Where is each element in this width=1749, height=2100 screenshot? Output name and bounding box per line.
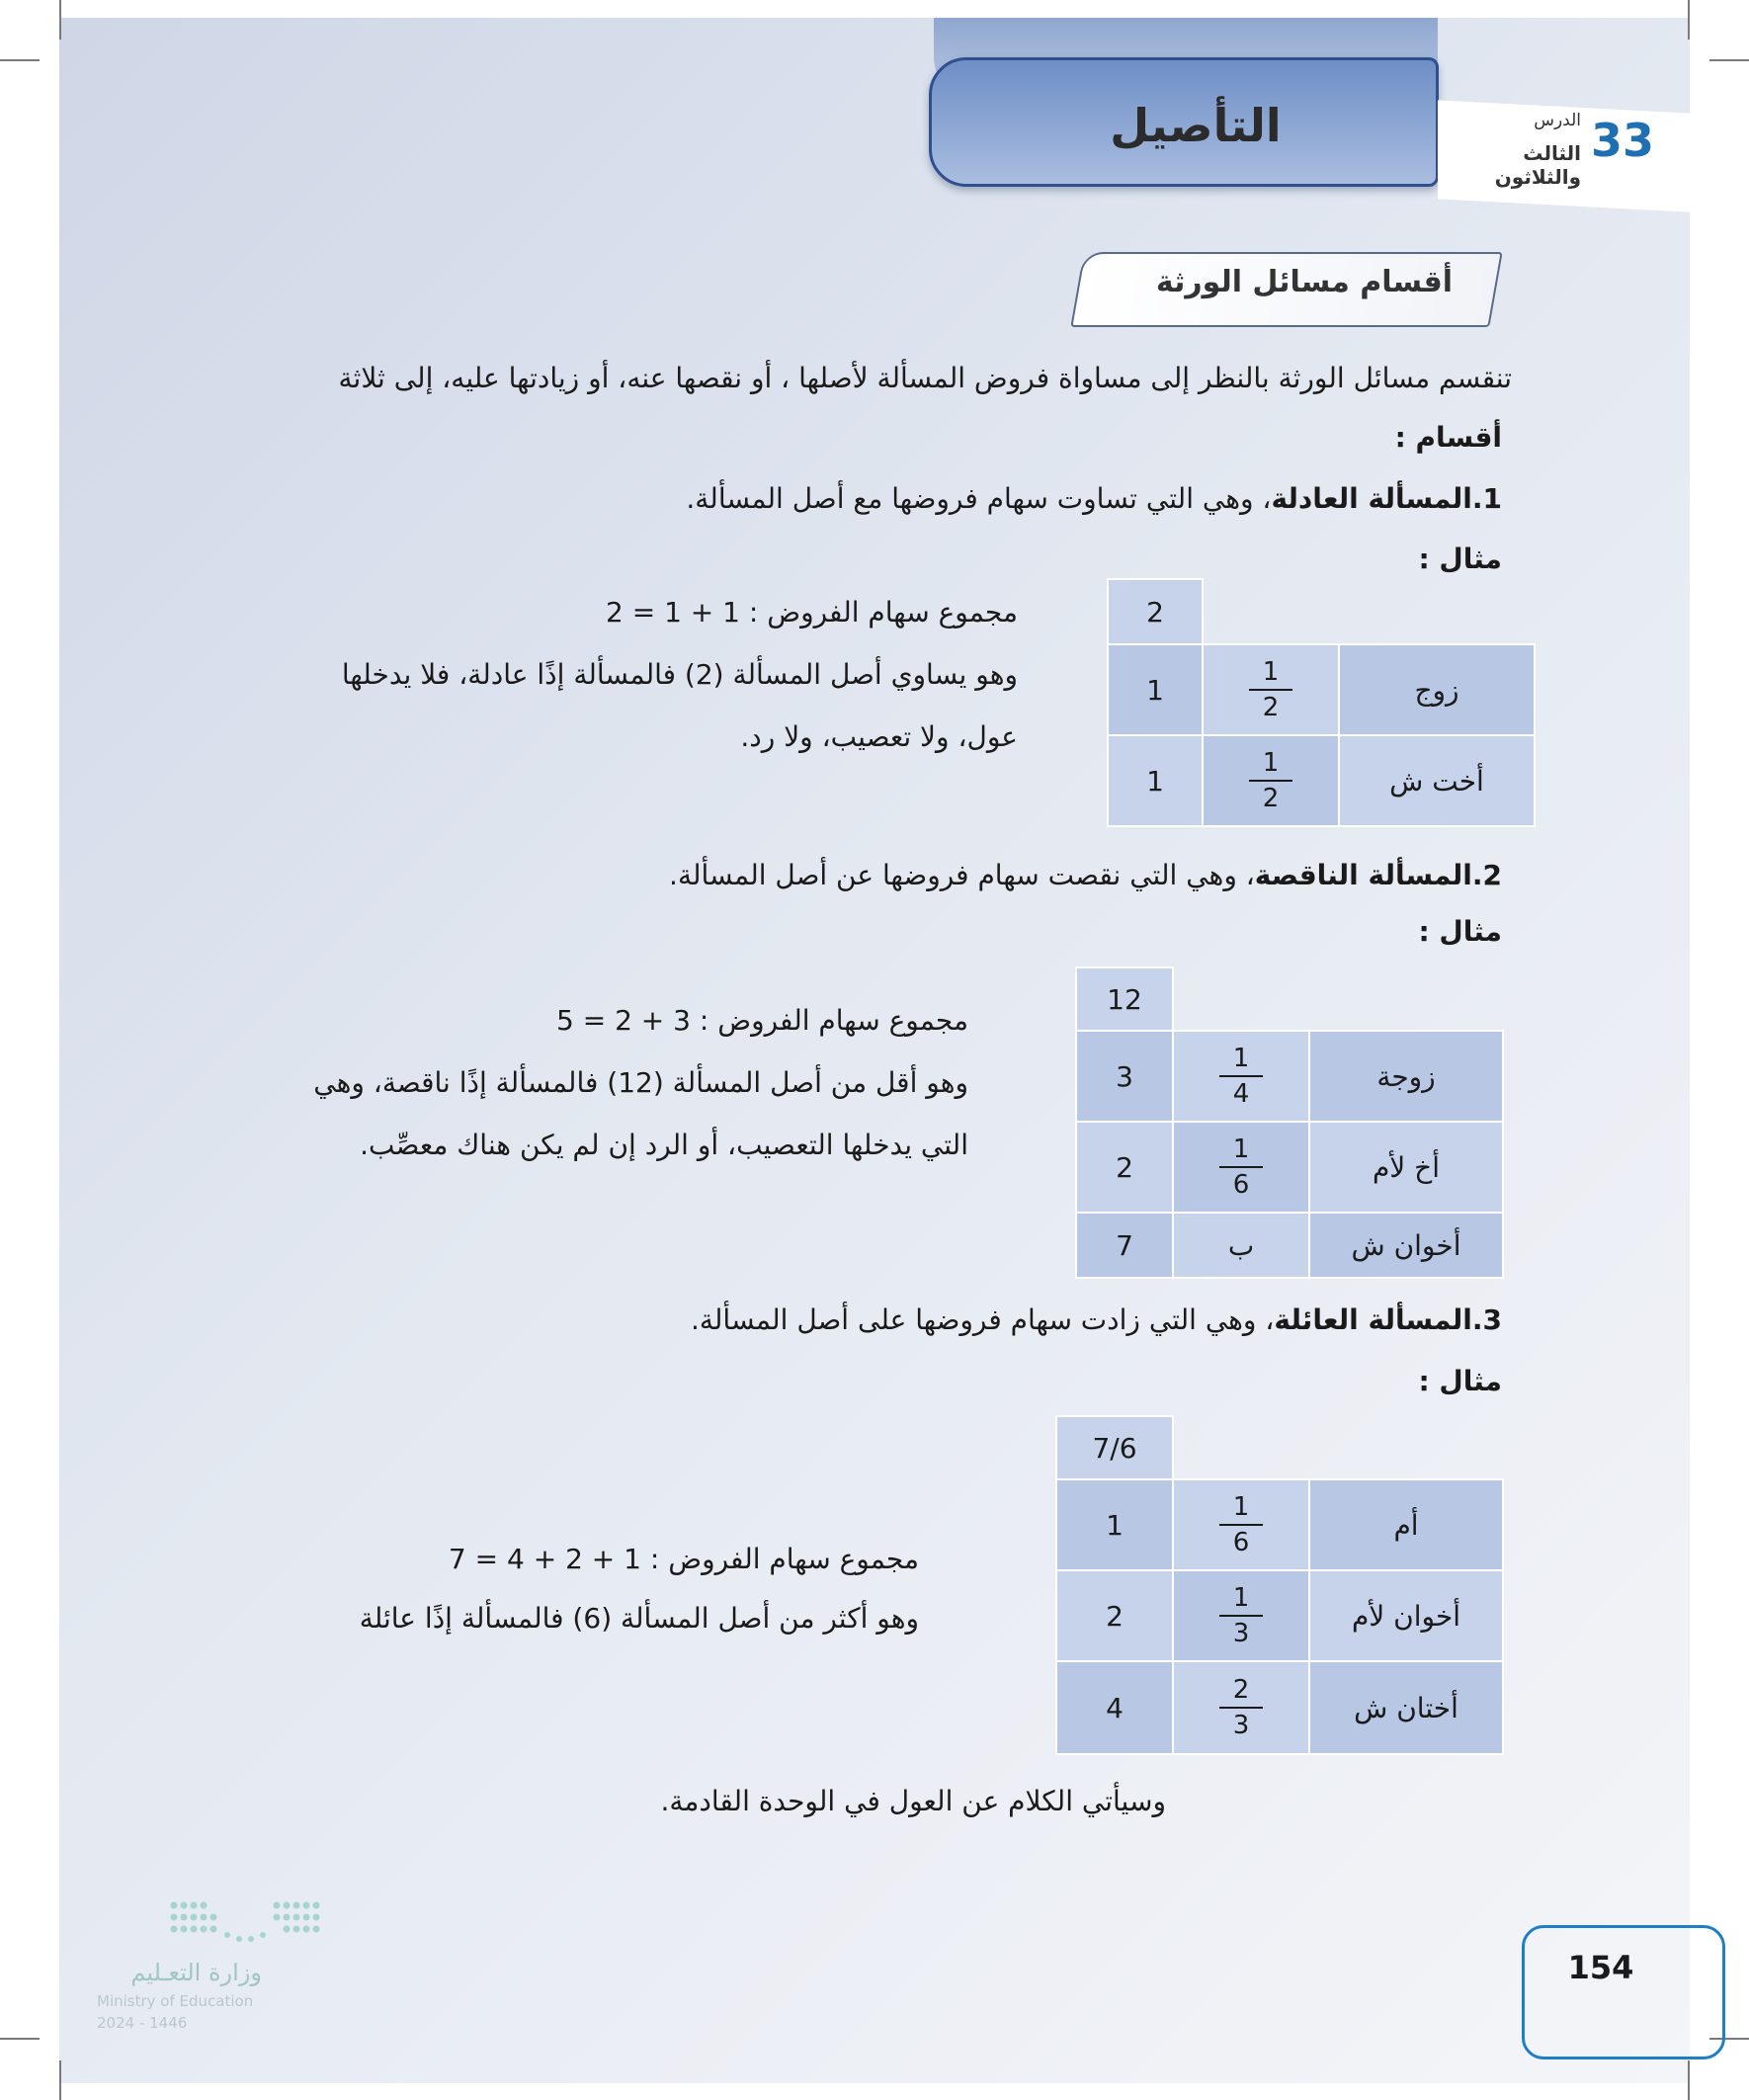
- fraction-denominator: 2: [1262, 693, 1280, 722]
- ministry-name-ar: وزارة التعـليم: [130, 1959, 262, 1986]
- crop-mark: [59, 0, 61, 40]
- section-3-explanation-1: مجموع سهام الفروض : 1 + 2 + 4 = 7: [448, 1543, 919, 1575]
- section-3-example-label: مثال :: [1418, 1365, 1502, 1397]
- section-1-explanation-2: وهو يساوي أصل المسألة (2) فالمسألة إذًا عادلة، فلا يدخلها: [341, 658, 1018, 691]
- fraction-numerator: 1: [1232, 1492, 1250, 1522]
- fraction-numerator: 2: [1232, 1675, 1250, 1705]
- share-cell: 4: [1055, 1660, 1174, 1755]
- section-3-name: المسألة العائلة: [1274, 1303, 1472, 1336]
- section-2-explanation-2: وهو أقل من أصل المسألة (12) فالمسألة إذًا ناقصة، وهي: [313, 1066, 968, 1099]
- section-2-name: المسألة الناقصة: [1254, 859, 1472, 891]
- section-3-definition: ، وهي التي زادت سهام فروضها على أصل المسألة.: [690, 1303, 1275, 1336]
- page-number-box: [1522, 1925, 1725, 2059]
- fraction-numerator: 1: [1232, 1583, 1250, 1613]
- section-1-explanation-1: مجموع سهام الفروض : 1 + 1 = 2: [605, 596, 1018, 629]
- section-1-heading: [593, 471, 1502, 527]
- share-cell: 1: [1107, 643, 1204, 736]
- section-3-explanation-2: وهو أكثر من أصل المسألة (6) فالمسألة إذًا عائلة: [359, 1602, 919, 1635]
- crop-mark: [1688, 2060, 1690, 2100]
- fraction-cell: [1172, 1121, 1310, 1214]
- lesson-ordinal: الثالث والثلاثون: [1494, 141, 1581, 189]
- fraction-cell: [1202, 643, 1340, 736]
- fraction-numerator: 1: [1262, 657, 1280, 687]
- heir-cell: أختان ش: [1308, 1660, 1504, 1755]
- heir-cell: أخوان ش: [1308, 1212, 1504, 1279]
- share-cell: 1: [1055, 1478, 1174, 1571]
- page-number: 154: [1567, 1949, 1634, 1986]
- ministry-logo-icon: [168, 1897, 326, 1949]
- fraction-numerator: 1: [1232, 1044, 1250, 1073]
- heir-cell: أم: [1308, 1478, 1504, 1571]
- fraction-denominator: 3: [1232, 1619, 1250, 1648]
- fraction-cell: [1172, 1569, 1310, 1662]
- base-cell: 2: [1107, 578, 1204, 645]
- lesson-label: الدرس: [1534, 111, 1581, 130]
- fraction-denominator: 4: [1232, 1079, 1250, 1109]
- fraction-numerator: 1: [1232, 1134, 1250, 1164]
- fraction-denominator: 6: [1232, 1170, 1250, 1200]
- section-1-example-label: مثال :: [1418, 543, 1502, 575]
- page-title: التأصيل: [1110, 99, 1282, 152]
- section-2-number: 2.: [1471, 859, 1502, 891]
- fraction-cell: ب: [1172, 1212, 1310, 1279]
- heir-cell: زوجة: [1308, 1030, 1504, 1123]
- fraction-numerator: 1: [1262, 748, 1280, 778]
- crop-mark: [0, 2038, 40, 2040]
- heir-cell: أخت ش: [1338, 734, 1536, 827]
- heir-cell: أخ لأم: [1308, 1121, 1504, 1214]
- section-2-explanation-3: التي يدخلها التعصيب، أو الرد إن لم يكن هناك معصِّب.: [360, 1129, 968, 1161]
- share-cell: 2: [1055, 1569, 1174, 1662]
- section-2-explanation-1: مجموع سهام الفروض : 3 + 2 = 5: [555, 1004, 968, 1037]
- share-cell: 3: [1075, 1030, 1174, 1123]
- fraction-cell: [1172, 1478, 1310, 1571]
- intro-line-1: تنقسم مسائل الورثة بالنظر إلى مساواة فروض المسألة لأصلها ، أو نقصها عنه، أو زيادتها عليه، إلى ثلاثة: [338, 362, 1512, 394]
- ministry-name-en: Ministry of Education: [97, 1992, 254, 2010]
- section-1-name: المسألة العادلة: [1271, 482, 1472, 515]
- heir-cell: زوج: [1338, 643, 1536, 736]
- fraction-cell: [1172, 1660, 1310, 1755]
- lesson-number: 33: [1591, 114, 1655, 167]
- fraction-denominator: 3: [1232, 1711, 1250, 1740]
- section-2-heading: [593, 848, 1502, 903]
- share-cell: 1: [1107, 734, 1204, 827]
- section-1-number: 1.: [1471, 482, 1502, 515]
- fraction-denominator: 6: [1232, 1528, 1250, 1557]
- section-2-example-label: مثال :: [1418, 915, 1502, 948]
- fraction-denominator: 2: [1262, 784, 1280, 813]
- closing-note: وسيأتي الكلام عن العول في الوحدة القادمة.: [660, 1785, 1166, 1817]
- crop-mark: [0, 59, 40, 61]
- crop-mark: [59, 2060, 61, 2100]
- section-3-number: 3.: [1471, 1303, 1502, 1336]
- section-3-heading: [593, 1293, 1502, 1348]
- intro-line-2: أقسام :: [1394, 421, 1502, 454]
- edition-year: 2024 - 1446: [97, 2014, 188, 2032]
- section-1-definition: ، وهي التي تساوت سهام فروضها مع أصل المسألة.: [686, 482, 1272, 515]
- fraction-cell: [1202, 734, 1340, 827]
- crop-mark: [1688, 0, 1690, 40]
- fraction-cell: [1172, 1030, 1310, 1123]
- base-cell: 12: [1075, 966, 1174, 1032]
- share-cell: 7: [1075, 1212, 1174, 1279]
- section-title: أقسام مسائل الورثة: [1155, 265, 1453, 299]
- section-1-explanation-3: عول، ولا تعصيب، ولا رد.: [740, 720, 1018, 753]
- heir-cell: أخوان لأم: [1308, 1569, 1504, 1662]
- section-2-definition: ، وهي التي نقصت سهام فروضها عن أصل المسألة.: [669, 859, 1255, 891]
- share-cell: 2: [1075, 1121, 1174, 1214]
- base-cell: 7/6: [1055, 1415, 1174, 1480]
- crop-mark: [1709, 59, 1749, 61]
